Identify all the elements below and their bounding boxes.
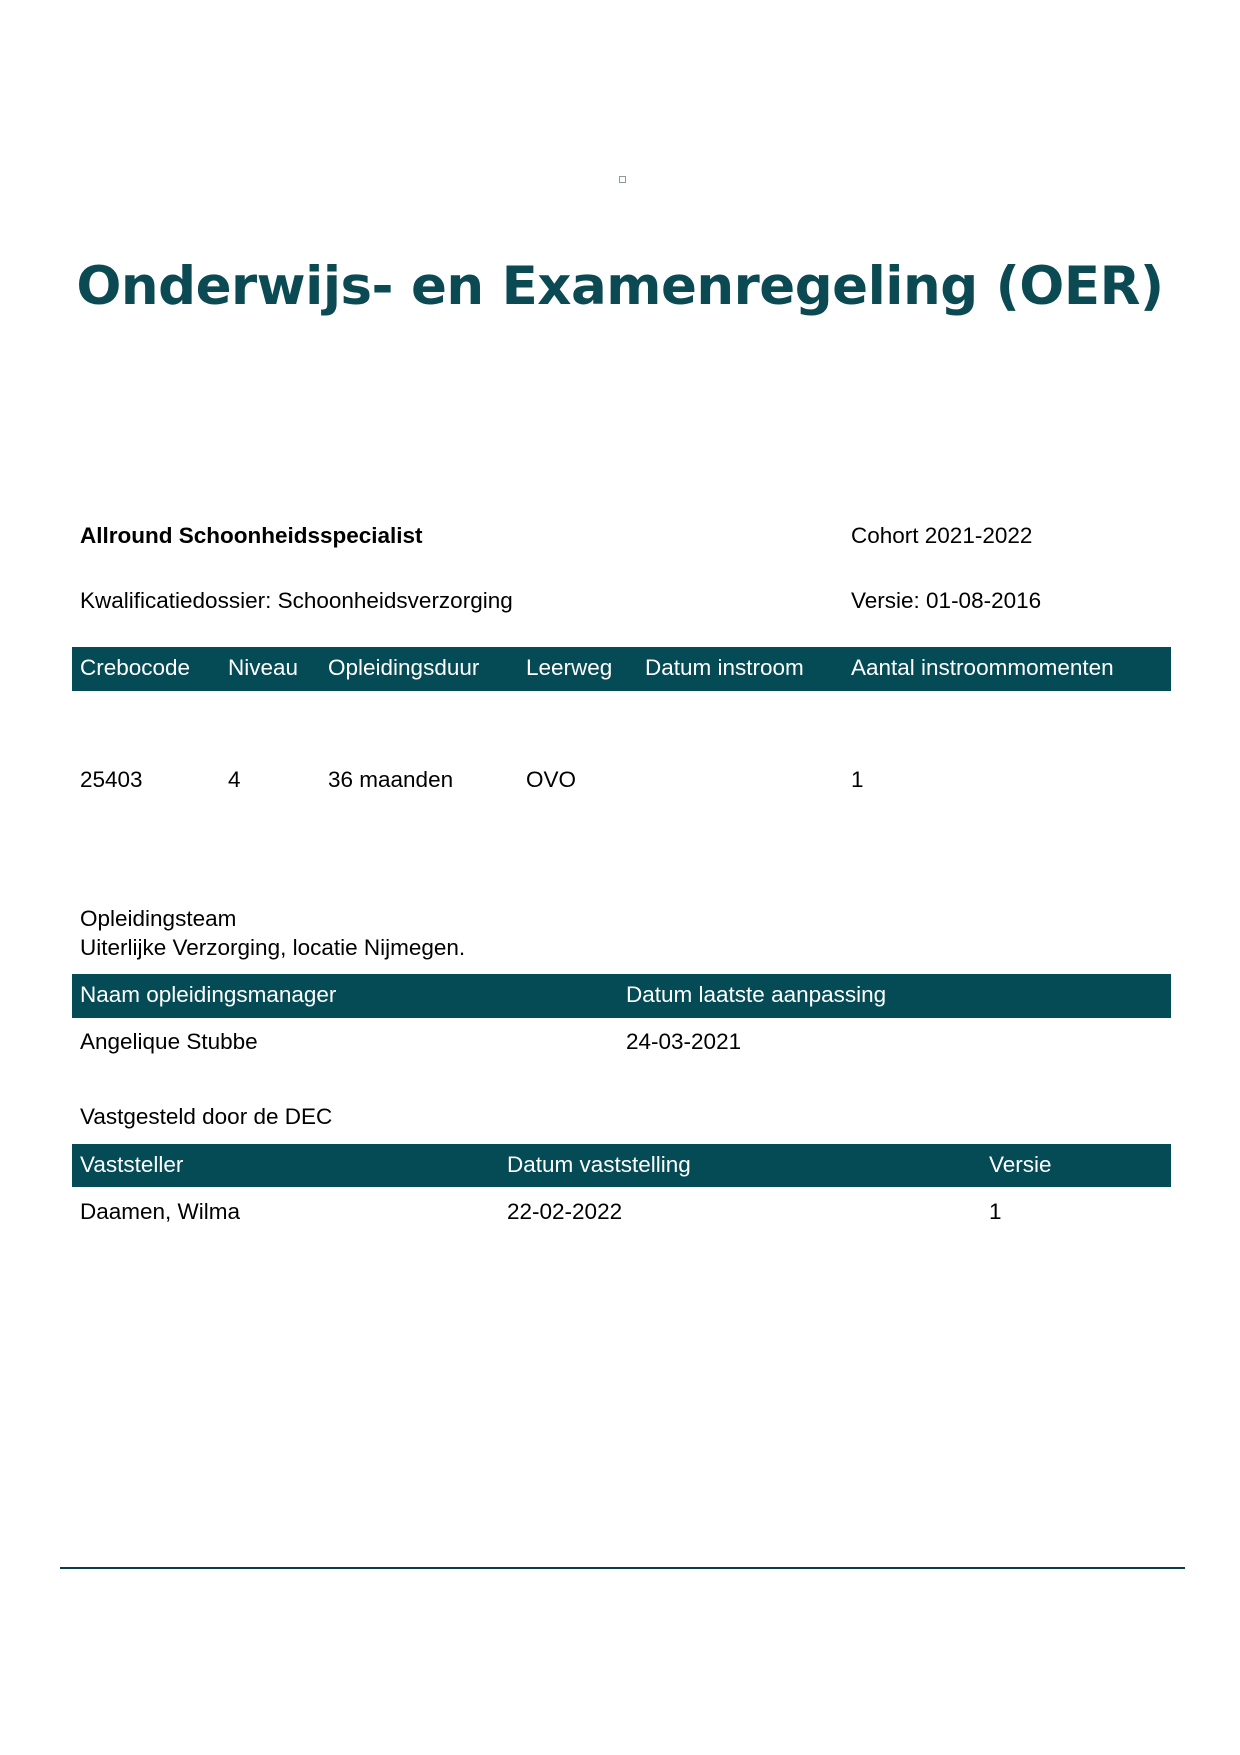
document-title: Onderwijs- en Examenregeling (OER) — [76, 256, 1164, 317]
cell-leerweg: OVO — [526, 767, 577, 792]
header-naam-opleidingsmanager: Naam opleidingsmanager — [80, 982, 337, 1007]
qualification-dossier: Kwalificatiedossier: Schoonheidsverzorging — [80, 588, 513, 613]
cell-opleidingsduur: 36 maanden — [328, 767, 454, 792]
header-aantal-instroommomenten: Aantal instroommomenten — [851, 655, 1114, 680]
cell-versie: 1 — [989, 1199, 1002, 1224]
header-datum-vaststelling: Datum vaststelling — [507, 1152, 691, 1177]
program-name: Allround Schoonheidsspecialist — [80, 523, 423, 548]
dossier-version: Versie: 01-08-2016 — [851, 588, 1042, 613]
cell-aantal-instroommomenten: 1 — [851, 767, 864, 792]
header-niveau: Niveau — [228, 655, 299, 680]
cell-crebocode: 25403 — [80, 767, 143, 792]
cell-manager-name: Angelique Stubbe — [80, 1029, 258, 1054]
header-crebocode: Crebocode — [80, 655, 191, 680]
header-versie: Versie — [989, 1152, 1052, 1177]
team-label: Opleidingsteam — [80, 906, 237, 931]
cell-datum-vaststelling: 22-02-2022 — [507, 1199, 623, 1224]
header-opleidingsduur: Opleidingsduur — [328, 655, 480, 680]
cohort: Cohort 2021-2022 — [851, 523, 1033, 548]
image-placeholder-icon — [619, 176, 626, 183]
cell-last-modified: 24-03-2021 — [626, 1029, 742, 1054]
header-vaststeller: Vaststeller — [80, 1152, 184, 1177]
dec-label: Vastgesteld door de DEC — [80, 1104, 333, 1129]
team-name: Uiterlijke Verzorging, locatie Nijmegen. — [80, 935, 466, 960]
header-datum-instroom: Datum instroom — [645, 655, 804, 680]
cell-niveau: 4 — [228, 767, 241, 792]
cell-vaststeller: Daamen, Wilma — [80, 1199, 241, 1224]
footer-divider — [60, 1567, 1185, 1569]
header-datum-laatste-aanpassing: Datum laatste aanpassing — [626, 982, 887, 1007]
header-leerweg: Leerweg — [526, 655, 613, 680]
